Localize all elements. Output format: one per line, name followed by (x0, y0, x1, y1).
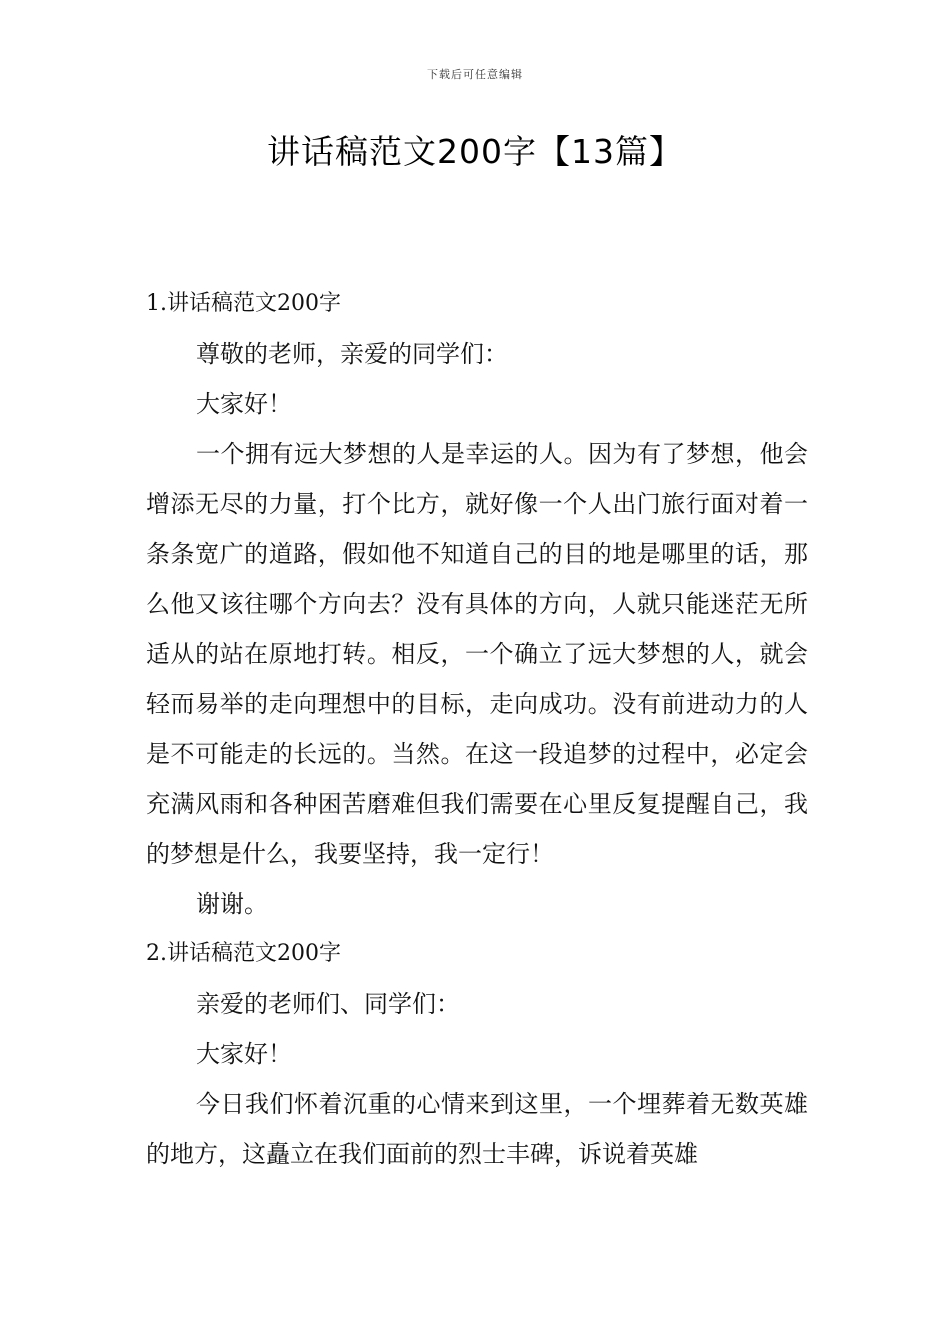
body-paragraph-2: 今日我们怀着沉重的心情来到这里，一个埋葬着无数英雄的地方，这矗立在我们面前的烈士丰碑，诉说着英雄 (146, 1090, 808, 1168)
header-note: 下载后可任意编辑 (427, 68, 523, 81)
section-heading-2: 2.讲话稿范文200字 (146, 941, 341, 966)
document-body (146, 279, 808, 1179)
page-title: 讲话稿范文200字【13篇】 (267, 132, 683, 171)
salutation-1: 尊敬的老师，亲爱的同学们： (196, 340, 508, 368)
greeting-2: 大家好！ (196, 1040, 292, 1068)
salutation-2: 亲爱的老师们、同学们： (196, 990, 460, 1018)
closing-1: 谢谢。 (196, 890, 268, 918)
body-paragraph-1: 一个拥有远大梦想的人是幸运的人。因为有了梦想，他会增添无尽的力量，打个比方，就好像一个人出门旅行面对着一条条宽广的道路，假如他不知道自己的目的地是哪里的话，那么他又该往哪个方向去？没有具体的方向，人就只能迷茫无所适从的站在原地打转。相反，一个确立了远大梦想的人，就会轻而易举的走向理想中的目标，走向成功。没有前进动力的人是不可能走的长远的。当然。在这一段追梦的过程中，必定会充满风雨和各种困苦磨难但我们需要在心里反复提醒自己，我的梦想是什么，我要坚持，我一定行！ (146, 440, 808, 868)
greeting-1: 大家好！ (196, 390, 292, 418)
section-heading-1: 1.讲话稿范文200字 (146, 291, 341, 316)
